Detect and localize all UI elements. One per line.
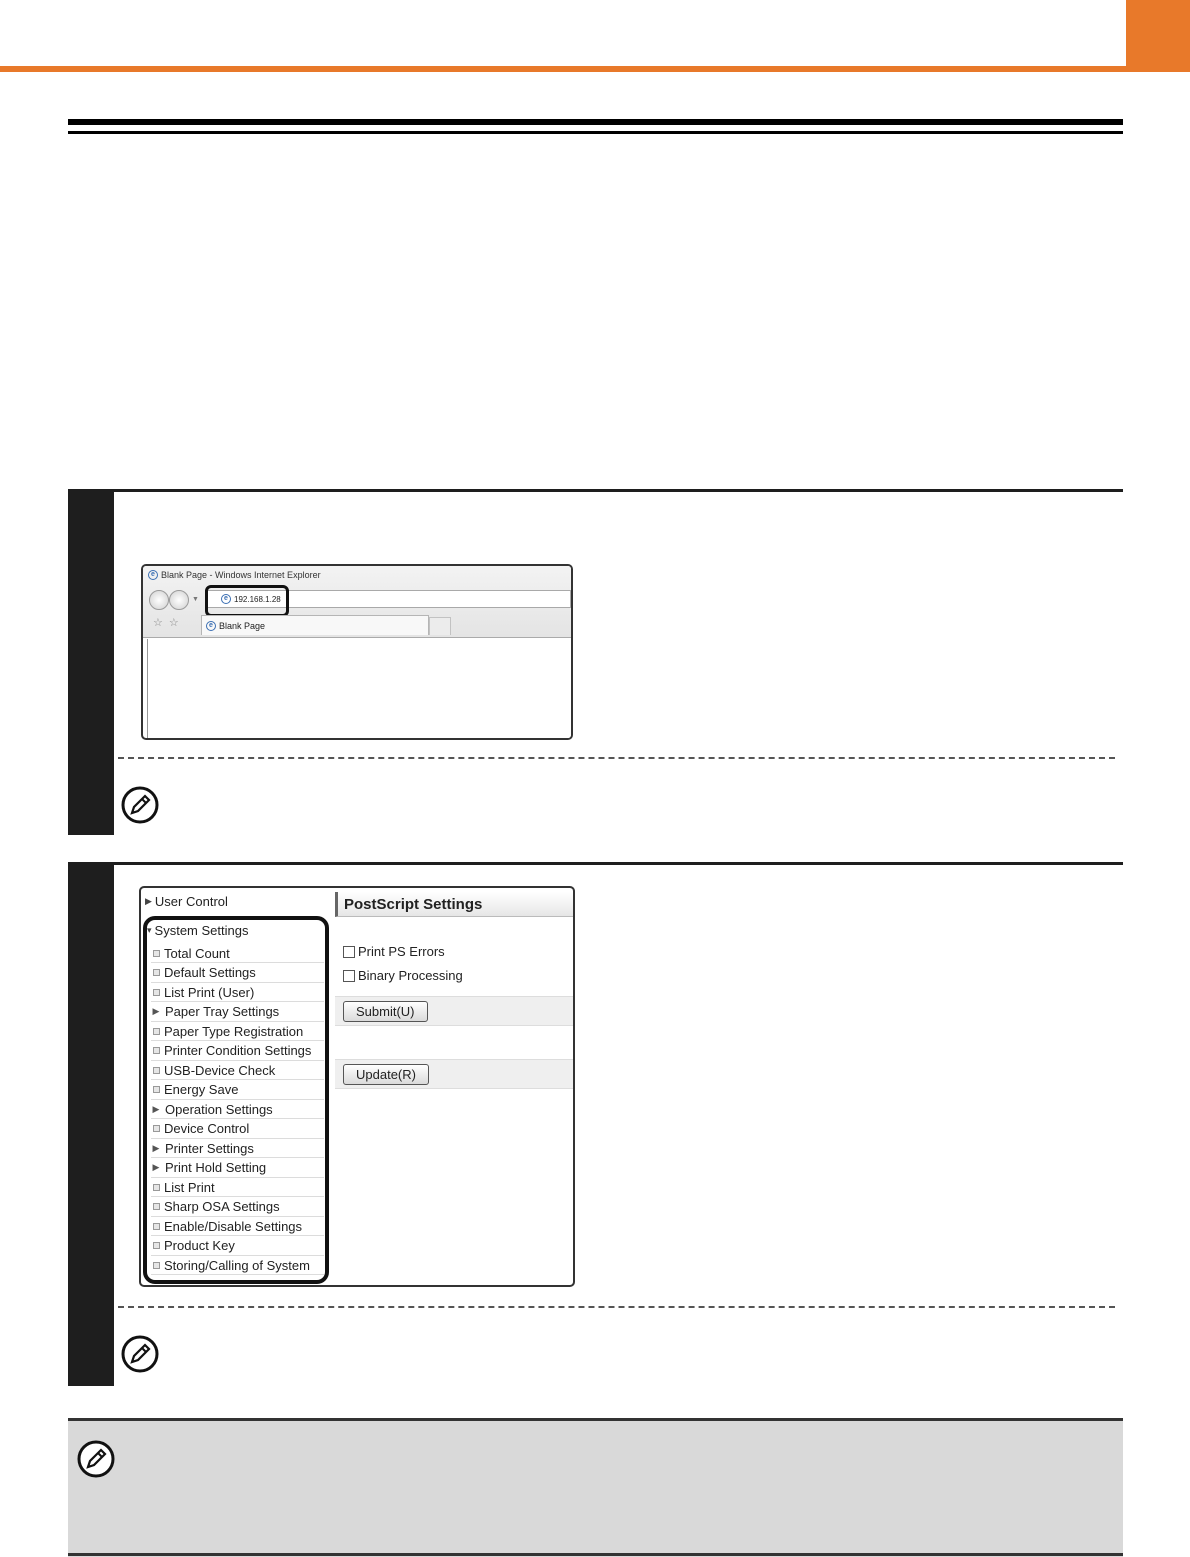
- sidebar-item-user-control[interactable]: [145, 894, 228, 909]
- new-tab-button[interactable]: [429, 617, 451, 635]
- address-text[interactable]: 192.168.1.28: [234, 594, 281, 604]
- step-1-divider: [118, 757, 1115, 759]
- note-pencil-icon: [76, 1439, 116, 1479]
- sidebar-item-paper-type-registration[interactable]: Paper Type Registration: [151, 1022, 324, 1041]
- sidebar-item-paper-tray-settings[interactable]: ▶ Paper Tray Settings: [151, 1003, 324, 1022]
- step-1-top-rule: [114, 489, 1123, 492]
- option-binary-processing[interactable]: [343, 968, 463, 983]
- sidebar-item-default-settings[interactable]: Default Settings: [151, 964, 324, 983]
- sidebar-section-label: System Settings: [154, 923, 249, 938]
- option-print-ps-errors[interactable]: [343, 944, 445, 959]
- step-2-divider: [118, 1306, 1115, 1308]
- sidebar-item-product-key[interactable]: Product Key: [151, 1237, 324, 1256]
- sidebar-item-total-count[interactable]: Total Count: [151, 944, 324, 963]
- submit-row: [335, 996, 573, 1026]
- sidebar-item-usb-device-check[interactable]: USB-Device Check: [151, 1061, 324, 1080]
- browser-tab[interactable]: [201, 615, 429, 635]
- update-row: [335, 1059, 573, 1089]
- step-1-bar: [68, 489, 114, 835]
- note-box-bottom-rule: [68, 1553, 1123, 1556]
- print-ps-errors-checkbox[interactable]: [343, 946, 355, 958]
- settings-panel: [335, 888, 573, 1285]
- browser-window-title: Blank Page - Windows Internet Explorer: [161, 570, 321, 580]
- address-highlight-box: [205, 585, 289, 617]
- sidebar-item-label: User Control: [154, 894, 228, 909]
- title-rule-thin: [68, 131, 1123, 134]
- header-accent-line: [0, 66, 1190, 72]
- update-button[interactable]: Update(R): [343, 1064, 429, 1085]
- sidebar-item-list-print[interactable]: List Print: [151, 1178, 324, 1197]
- browser-screenshot: [141, 564, 573, 740]
- expand-arrow-icon: ▶: [152, 1162, 160, 1172]
- title-rule-thick: [68, 119, 1123, 125]
- browser-page-area: [147, 639, 571, 738]
- step-2-bar: [68, 862, 114, 1386]
- settings-screenshot: [139, 886, 575, 1287]
- expand-arrow-icon: ▶: [152, 1103, 160, 1114]
- panel-title: PostScript Settings: [335, 892, 573, 917]
- tab-ie-icon: e: [206, 621, 216, 631]
- add-favorite-icon[interactable]: ☆: [168, 617, 185, 629]
- browser-toolbar: [143, 566, 571, 638]
- sidebar-item-list-print-user[interactable]: List Print (User): [151, 983, 324, 1002]
- sidebar-item-storing-calling-of-system[interactable]: Storing/Calling of System: [151, 1256, 324, 1275]
- chapter-tab: [1126, 0, 1190, 68]
- collapse-arrow-icon: ▾: [147, 925, 152, 935]
- sidebar-item-device-control[interactable]: Device Control: [151, 1120, 324, 1139]
- note-pencil-icon: [120, 1334, 160, 1374]
- note-pencil-icon: [120, 785, 160, 825]
- checkbox-label: Binary Processing: [358, 968, 463, 983]
- favorites-star-icon[interactable]: ☆: [153, 617, 169, 629]
- expand-arrow-icon: ▶: [152, 1142, 160, 1153]
- sidebar-item-energy-save[interactable]: Energy Save: [151, 1081, 324, 1100]
- page-icon: e: [221, 594, 231, 604]
- sidebar-item-sharp-osa-settings[interactable]: Sharp OSA Settings: [151, 1198, 324, 1217]
- sidebar-item-printer-settings[interactable]: ▶ Printer Settings: [151, 1139, 324, 1158]
- sidebar-item-printer-condition-settings[interactable]: Printer Condition Settings: [151, 1042, 324, 1061]
- back-button[interactable]: [149, 590, 169, 610]
- submit-button[interactable]: Submit(U): [343, 1001, 428, 1022]
- forward-button[interactable]: [169, 590, 189, 610]
- browser-tab-label: Blank Page: [219, 620, 266, 631]
- binary-processing-checkbox[interactable]: [343, 970, 355, 982]
- sidebar-item-operation-settings[interactable]: ▶ Operation Settings: [151, 1100, 324, 1119]
- ie-logo-icon: e: [148, 570, 158, 580]
- expand-arrow-icon: ▶: [152, 1006, 160, 1016]
- checkbox-label: Print PS Errors: [358, 944, 445, 959]
- step-2-top-rule: [114, 862, 1123, 865]
- sidebar-highlight-box: [143, 916, 329, 1284]
- sidebar-item-print-hold-setting[interactable]: ▶ Print Hold Setting: [151, 1159, 324, 1178]
- note-box: [68, 1418, 1123, 1557]
- expand-arrow-icon: ▶: [145, 896, 152, 906]
- settings-sidebar: [141, 888, 328, 1285]
- sidebar-item-enable-disable-settings[interactable]: Enable/Disable Settings: [151, 1217, 324, 1236]
- nav-dropdown-icon[interactable]: ▼: [192, 596, 199, 603]
